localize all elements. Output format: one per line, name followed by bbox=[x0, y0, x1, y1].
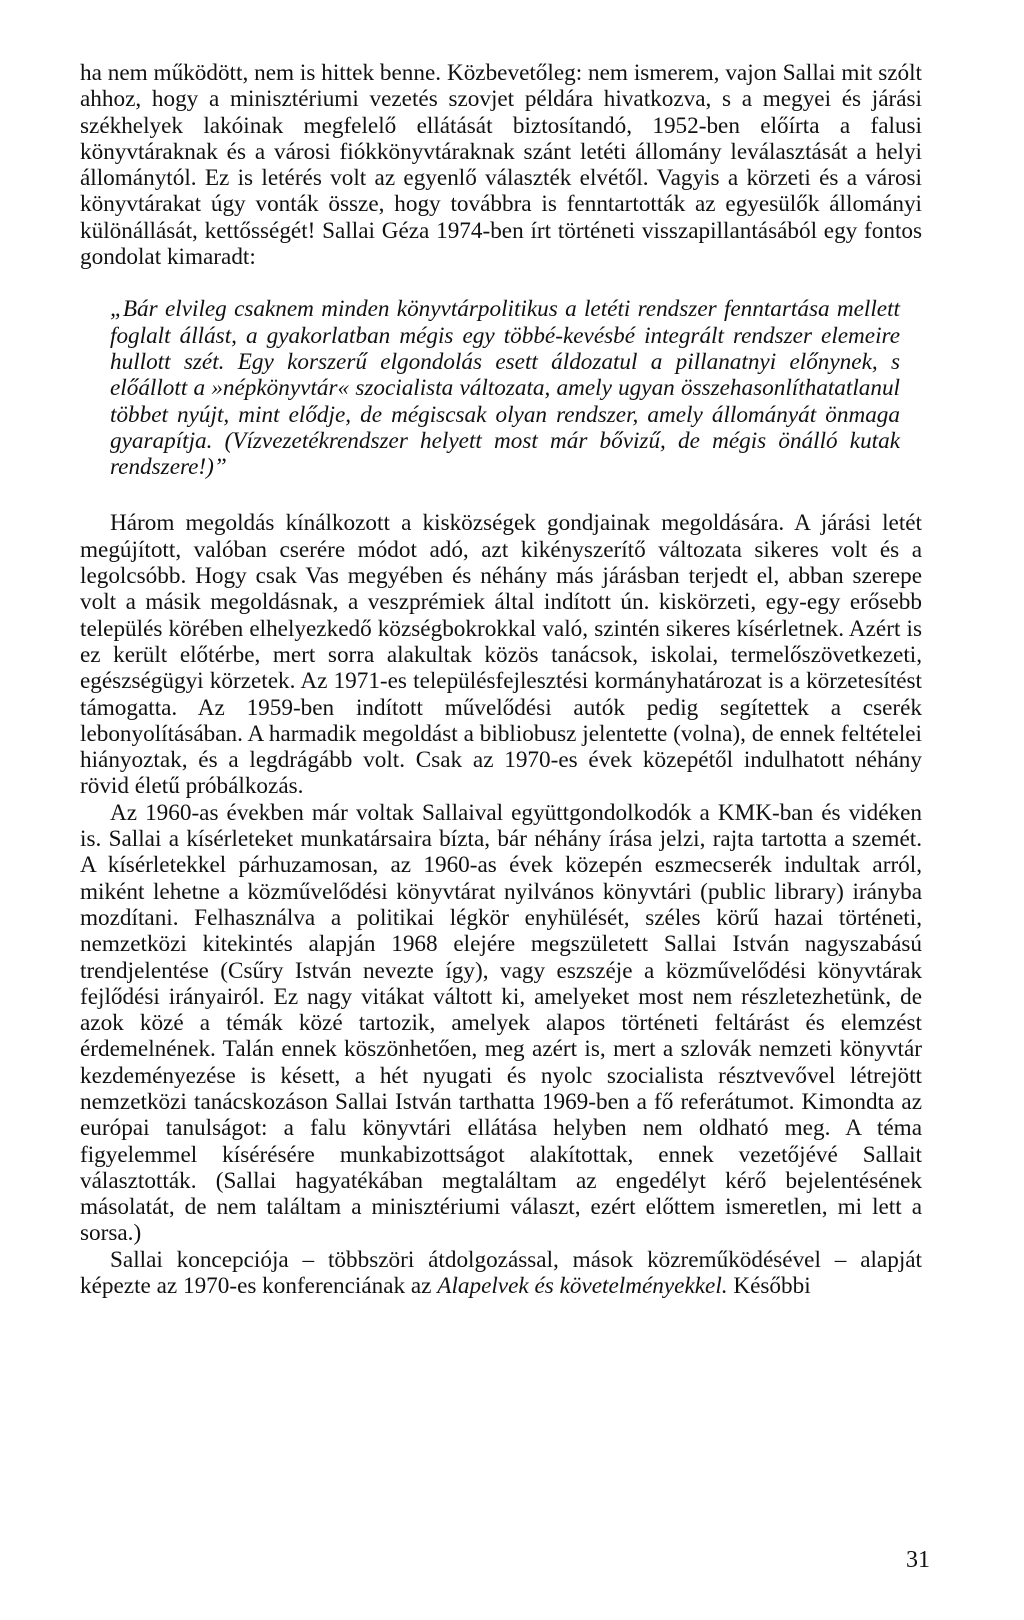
paragraph-4-italic-title: Alapelvek és követelményekkel. bbox=[437, 1273, 728, 1300]
page-body bbox=[80, 60, 922, 1299]
page-number: 31 bbox=[906, 1547, 930, 1573]
paragraph-1: ha nem működött, nem is hittek benne. Közbevetőleg: nem ismerem, vajon Sallai mit szólt ahhoz, hogy a minisztériumi vezetés szovjet példára hivatkozva, s a megyei és járási székhelyek lakóinak megfelelő ellátását biztosítandó, 1952-ben előírta a falusi könyvtáraknak és a városi fiókkönyvtáraknak szánt letéti állomány leválasztását a helyi állománytól. Ez is letérés volt az egyenlő választék elvétől. Vagyis a körzeti és a városi könyvtárakat úgy vonták össze, hogy továbbra is fenntartották az egyesülők állományi különállását, kettősségét! Sallai Géza 1974-ben írt történeti visszapillantásából egy fontos gondolat kimaradt: bbox=[80, 60, 922, 271]
paragraph-2: Három megoldás kínálkozott a kisközségek gondjainak megoldására. A járási letét megújított, valóban cserére módot adó, azt kikényszerítő változata sikeres volt és a legolcsóbb. Hogy csak Vas megyében és néhány más járásban terjedt el, abban szerepe volt a másik megoldásnak, a veszprémiek által indított ún. kiskörzeti, egy-egy erősebb település körében elhelyezkedő községbokrokkal való, szintén sikeres kísérletnek. Azért is ez került előtérbe, mert sorra alakultak közös tanácsok, iskolai, termelőszövetkezeti, egészségügyi körzetek. Az 1971-es településfejlesztési kormányhatározat is a körzetesítést támogatta. Az 1959-ben indított művelődési autók pedig segítettek a cserék lebonyolításában. A harmadik megoldást a bibliobusz jelentette (volna), de ennek feltételei hiányoztak, és a legdrágább volt. Csak az 1970-es évek közepétől indulhatott néhány rövid életű próbálkozás. bbox=[80, 510, 922, 800]
paragraph-4-text: Sallai koncepciója – többszöri átdolgozással, mások közreműködésével – alapját képezte az 1970-es konferenciának az bbox=[80, 1246, 922, 1300]
paragraph-3: Az 1960-as években már voltak Sallaival együttgondolkodók a KMK-ban és vidéken is. Sallai a kísérleteket munkatársaira bízta, bár néhány írása jelzi, rajta tartotta a szemét. A kísérletekkel párhuzamosan, az 1960-as évek közepén eszmecserék indultak arról, miként lehetne a közművelődési könyvtárat nyilvános könyvtári (public library) irányba mozdítani. Felhasználva a politikai légkör enyhülését, széles körű hazai történeti, nemzetközi kitekintés alapján 1968 elejére megszületett Sallai István nagyszabású trendjelentése (Csűry István nevezte így), vagy eszszéje a közművelődési könyvtárak fejlődési irányairól. Ez nagy vitákat váltott ki, amelyeket most nem részletezhetünk, de azok közé a témák közé tartozik, amelyek alapos történeti feltárást és elemzést érdemelnének. Talán ennek köszönhetően, meg azért is, mert a szlovák nemzeti könyvtár kezdeményezése is késett, a hét nyugati és nyolc szocialista résztvevővel létrejött nemzetközi tanácskozáson Sallai István tarthatta 1969-ben a fő referátumot. Kimondta az európai tanulságot: a falu könyvtári ellátása helyben nem oldható meg. A téma figyelemmel kísérésére munkabizottságot alakítottak, ennek vezetőjévé Sallait választották. (Sallai hagyatékában megtaláltam az engedélyt kérő bejelentésének másolatát, de nem találtam a minisztériumi választ, ezért előttem ismeretlen, mi lett a sorsa.) bbox=[80, 799, 922, 1247]
paragraph-4-trailing-text: Későbbi bbox=[727, 1273, 811, 1300]
block-quote: „Bár elvileg csaknem minden könyvtárpolitikus a letéti rendszer fenntartása mellett foglalt állást, a gyakorlatban mégis egy többé-kevésbé integrált rendszer elemeire hullott szét. Egy korszerű elgondolás esett áldozatul a pillanatnyi előnynek, s előállott a »népkönyvtár« szocialista változata, amely ugyan összehasonlíthatatlanul többet nyújt, mint elődje, de mégiscsak olyan rendszer, amely állományát önmaga gyarapítja. (Vízvezetékrendszer helyett most már bővizű, de mégis önálló kutak rendszere!)” bbox=[110, 296, 900, 481]
paragraph-4 bbox=[80, 1247, 922, 1300]
